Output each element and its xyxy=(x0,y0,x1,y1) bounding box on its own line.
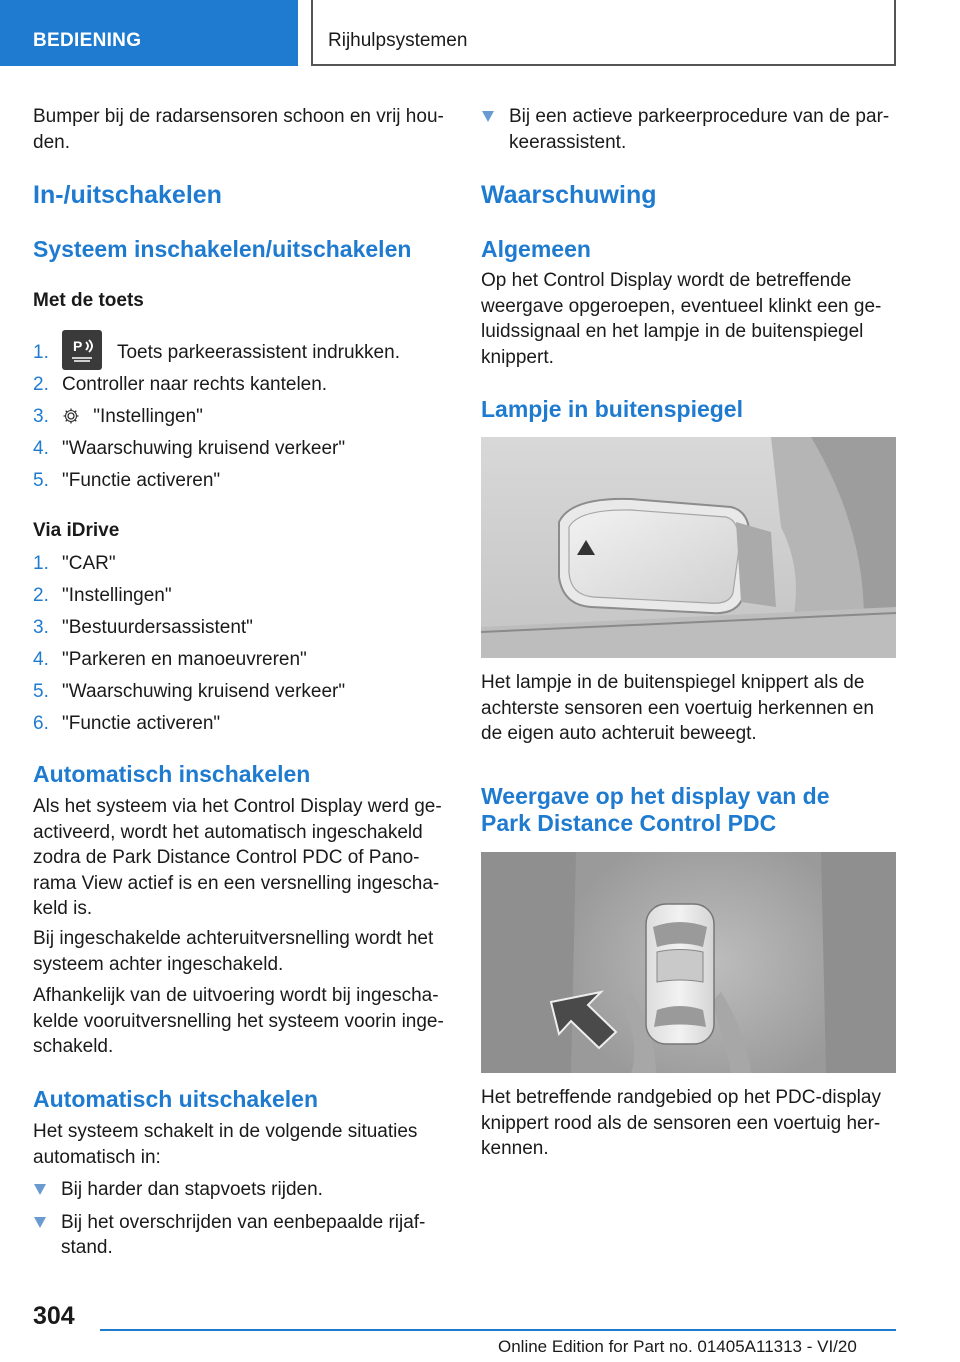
heading-lampje-buitenspiegel: Lampje in buitenspiegel xyxy=(481,396,743,422)
list-item xyxy=(33,1210,448,1261)
text-line: automatisch in: xyxy=(33,1146,161,1168)
text-line: schakeld. xyxy=(33,1036,114,1057)
mirror-illustration xyxy=(481,437,896,658)
text-line: de eigen auto achteruit beweegt. xyxy=(481,723,757,744)
pdc-display-illustration xyxy=(481,852,896,1073)
triangle-bullet-icon xyxy=(34,1184,46,1195)
heading-via-idrive: Via iDrive xyxy=(33,520,120,541)
text-line: knippert rood als de sensoren een voertuig her- xyxy=(481,1112,881,1134)
header-chapter-box xyxy=(311,0,896,66)
heading-in-uitschakelen: In-/uitschakelen xyxy=(33,181,222,209)
text-line: Het lampje in de buitenspiegel knippert als de xyxy=(481,672,865,693)
list-item xyxy=(33,648,448,680)
list-item xyxy=(33,584,448,616)
step-number: 1. xyxy=(33,342,49,363)
text-line: kennen. xyxy=(481,1138,549,1159)
text-line: Het systeem schakelt in de volgende situaties xyxy=(33,1121,418,1142)
auto-on-paragraph-2 xyxy=(33,926,453,977)
step-text: "CAR" xyxy=(62,553,116,574)
step-number: 2. xyxy=(33,585,49,606)
step-number: 5. xyxy=(33,470,49,491)
page-number: 304 xyxy=(33,1302,75,1330)
list-item xyxy=(33,338,448,373)
auto-off-paragraph xyxy=(33,1119,453,1170)
heading-automatisch-inschakelen: Automatisch inschakelen xyxy=(33,761,311,787)
step-number: 6. xyxy=(33,713,49,734)
step-number: 3. xyxy=(33,406,49,427)
chapter-title: Rijhulpsystemen xyxy=(328,30,468,51)
heading-systeem-inschakelen: Systeem inschakelen/uitschakelen xyxy=(33,236,412,262)
item-text: Bij het overschrijden van eenbepaalde rijaf- xyxy=(61,1211,426,1233)
step-text: "Waarschuwing kruisend verkeer" xyxy=(62,681,346,702)
step-text: "Functie activeren" xyxy=(62,713,221,734)
list-item xyxy=(33,1177,448,1203)
intro-paragraph xyxy=(33,104,448,155)
text-line: luidssignaal en het lampje in de buitenspiegel xyxy=(481,321,864,342)
text-line: Het betreffende randgebied op het PDC-display xyxy=(481,1087,881,1108)
auto-on-paragraph-1 xyxy=(33,794,453,922)
step-text: "Bestuurdersassistent" xyxy=(62,617,253,638)
list-item xyxy=(33,405,448,437)
step-number: 1. xyxy=(33,553,49,574)
text-line: kelde vooruitversnelling het systeem voorin inge- xyxy=(33,1010,444,1032)
text-line: weergave opgeroepen, eventueel klinkt een ge- xyxy=(481,295,882,317)
idrive-steps-list xyxy=(33,552,448,744)
heading-waarschuwing: Waarschuwing xyxy=(481,181,657,209)
display-caption xyxy=(481,1085,901,1162)
general-paragraph xyxy=(481,268,901,370)
text-line: systeem achter ingeschakeld. xyxy=(33,953,284,975)
auto-off-list xyxy=(33,1177,448,1261)
park-assist-icon xyxy=(62,330,102,370)
step-number: 5. xyxy=(33,681,49,702)
step-text: "Instellingen" xyxy=(93,406,203,427)
text-line: Afhankelijk van de uitvoering wordt bij ingescha- xyxy=(33,985,439,1006)
triangle-bullet-icon xyxy=(482,111,494,122)
triangle-bullet-icon xyxy=(34,1217,46,1228)
heading-algemeen: Algemeen xyxy=(481,236,591,262)
text-line: rama View actief is en een versnelling ingescha- xyxy=(33,872,440,894)
step-text: "Waarschuwing kruisend verkeer" xyxy=(62,438,346,459)
step-number: 2. xyxy=(33,374,49,395)
text-line: activeerd, wordt het automatisch ingeschakeld xyxy=(33,821,423,843)
item-text: keerassistent. xyxy=(509,131,627,153)
intro-line-1: Bumper bij de radarsensoren schoon en vrij hou- xyxy=(33,106,444,127)
list-item xyxy=(33,712,448,744)
intro-line-2: den. xyxy=(33,131,70,153)
heading-line: Weergave op het display van de xyxy=(481,783,830,809)
section-title: BEDIENING xyxy=(33,30,142,51)
step-text: "Parkeren en manoeuvreren" xyxy=(62,649,307,670)
footer-edition: Online Edition for Part no. 01405A11313 - VI/20 xyxy=(498,1337,857,1356)
step-number: 3. xyxy=(33,617,49,638)
list-item xyxy=(33,552,448,584)
text-line: Als het systeem via het Control Display werd ge- xyxy=(33,796,442,817)
step-number: 4. xyxy=(33,438,49,459)
list-item xyxy=(33,680,448,712)
auto-on-paragraph-3 xyxy=(33,983,453,1060)
text-line: Bij ingeschakelde achteruitversnelling wordt het xyxy=(33,928,434,949)
list-item xyxy=(33,616,448,648)
header-section-tab xyxy=(0,0,298,66)
heading-line: Park Distance Control PDC xyxy=(481,810,777,836)
list-item xyxy=(481,104,896,155)
heading-automatisch-uitschakelen: Automatisch uitschakelen xyxy=(33,1086,319,1112)
button-steps-list xyxy=(33,338,448,501)
text-line: Op het Control Display wordt de betreffende xyxy=(481,270,852,291)
parking-procedure-list xyxy=(481,104,896,155)
step-text: "Functie activeren" xyxy=(62,470,221,491)
svg-text:P: P xyxy=(73,338,83,354)
step-text: Toets parkeerassistent indrukken. xyxy=(116,342,400,363)
step-text: "Instellingen" xyxy=(62,585,172,606)
text-line: keld is. xyxy=(33,898,93,919)
list-item xyxy=(33,373,448,405)
heading-weergave-display xyxy=(481,783,830,837)
text-line: knippert. xyxy=(481,346,554,368)
list-item xyxy=(33,469,448,501)
text-line: zodra de Park Distance Control PDC of Pano- xyxy=(33,847,420,868)
footer-divider xyxy=(100,1329,896,1331)
item-text: Bij harder dan stapvoets rijden. xyxy=(61,1179,323,1200)
heading-met-de-toets: Met de toets xyxy=(33,290,144,311)
gear-icon xyxy=(62,407,80,425)
item-text: Bij een actieve parkeerprocedure van de par- xyxy=(509,106,890,127)
list-item xyxy=(33,437,448,469)
text-line: achterste sensoren een voertuig herkennen en xyxy=(481,697,874,719)
step-text: Controller naar rechts kantelen. xyxy=(62,374,328,395)
item-text: stand. xyxy=(61,1237,113,1258)
step-number: 4. xyxy=(33,649,49,670)
mirror-caption xyxy=(481,670,901,747)
